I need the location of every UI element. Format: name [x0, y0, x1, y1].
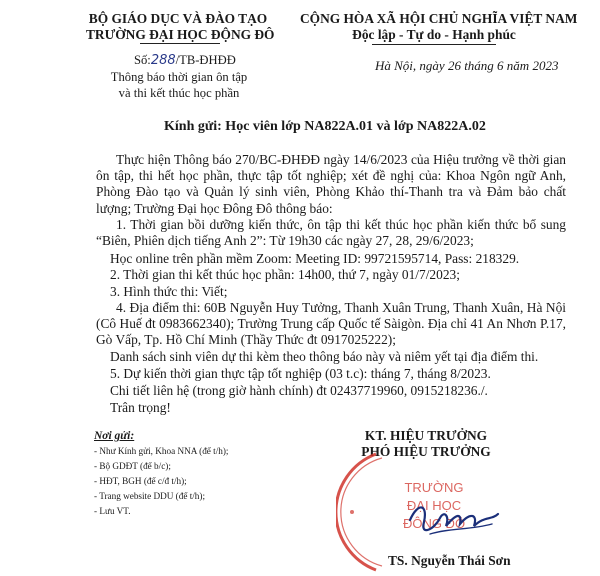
signature-title-1: KT. HIỆU TRƯỞNG	[364, 428, 488, 443]
handwritten-number: 288	[150, 53, 176, 68]
recipients-title: Nơi gửi:	[94, 430, 135, 442]
header-left-underline	[140, 43, 220, 44]
recipient-item: - Như Kính gửi, Khoa NNA (để t/h);	[94, 446, 229, 456]
ministry-name: BỘ GIÁO DỤC VÀ ĐÀO TẠO	[88, 11, 268, 26]
signer-name: TS. Nguyễn Thái Sơn	[388, 553, 511, 568]
item-4-paragraph	[96, 300, 566, 349]
stamp-text-2: ĐẠI HỌC	[406, 498, 462, 513]
item-1-paragraph	[96, 217, 566, 249]
signature-title-2: PHÓ HIỆU TRƯỞNG	[361, 444, 491, 459]
recipient-item: - Lưu VT.	[94, 506, 131, 516]
online-line: Học online trên phần mềm Zoom: Meeting ID: 99721595714, Pass: 218329.	[110, 251, 520, 266]
item-4-text: 4. Địa điểm thi: 60B Nguyễn Huy Tưởng, Thanh Xuân Trung, Thanh Xuân, Hà Nội (Cô Huế đt 0983662340); Trường Trung cấp Quốc tế Sàigòn. Địa chỉ 41 An Nhơn P.17, Gò Vấp, Tp. Hồ Chí Minh (Thầy Thức đt 0917025222);	[96, 300, 566, 348]
number-suffix: /TB-ĐHĐĐ	[175, 53, 236, 67]
list-note-line: Danh sách sinh viên dự thi kèm theo thông báo này và niêm yết tại địa điểm thi.	[110, 349, 539, 364]
recipient-item: - HĐT, BGH (để c/đ t/h);	[94, 476, 187, 486]
contact-line: Chi tiết liên hệ (trong giờ hành chính) đt 02437719960, 0915218236./.	[110, 383, 488, 398]
stamp-text-3: ĐÔNG ĐÔ	[402, 516, 466, 531]
intro-paragraph	[96, 152, 566, 217]
number-prefix: Số:	[134, 53, 151, 67]
document-number	[134, 53, 236, 68]
subject-line-1: Thông báo thời gian ôn tập	[110, 70, 248, 84]
item-2-line: 2. Thời gian thi kết thúc học phần: 14h00, thứ 7, ngày 01/7/2023;	[110, 267, 460, 282]
header-right-underline	[372, 44, 496, 45]
subject-line-2: và thi kết thúc học phần	[118, 86, 240, 100]
stamp-text-1: TRƯỜNG	[404, 480, 464, 495]
item-1-text: 1. Thời gian bồi dưỡng kiến thức, ôn tập thi kết thúc học phần kiến thức bổ sung “Biên, Phiên dịch tiếng Anh 2”: Từ 19h30 các ngày 27, 28, 29/6/2023;	[96, 217, 566, 249]
recipient-line: Kính gửi: Học viên lớp NA822A.01 và lớp NA822A.02	[164, 119, 486, 134]
national-motto: Độc lập - Tự do - Hạnh phúc	[352, 27, 516, 42]
handwritten-signature	[400, 490, 510, 550]
closing-line: Trân trọng!	[110, 400, 171, 415]
recipient-item: - Bộ GDĐT (để b/c);	[94, 461, 171, 471]
item-5-line: 5. Dự kiến thời gian thực tập tốt nghiệp (03 t.c): tháng 7, tháng 8/2023.	[110, 366, 491, 381]
university-name: TRƯỜNG ĐẠI HỌC ĐỘNG ĐÔ	[86, 27, 275, 42]
intro-text: Thực hiện Thông báo 270/BC-ĐHĐĐ ngày 14/6/2023 của Hiệu trưởng về thời gian ôn tập, thi hết học phần, thực tập tốt nghiệp; xét đề nghị của: Khoa Ngôn ngữ Anh, Phòng Đào tạo và Quản lý sinh viên, Phòng Khảo thí-Thanh tra và Đảm bảo chất lượng; Trường Đại học Đông Đô thông báo:	[96, 152, 566, 216]
item-3-line: 3. Hình thức thi: Viết;	[110, 284, 228, 299]
issue-date: Hà Nội, ngày 26 tháng 6 năm 2023	[375, 58, 559, 73]
country-name: CỘNG HÒA XÃ HỘI CHỦ NGHĨA VIỆT NAM	[300, 11, 578, 26]
recipient-item: - Trang website DDU (để t/h);	[94, 491, 206, 501]
